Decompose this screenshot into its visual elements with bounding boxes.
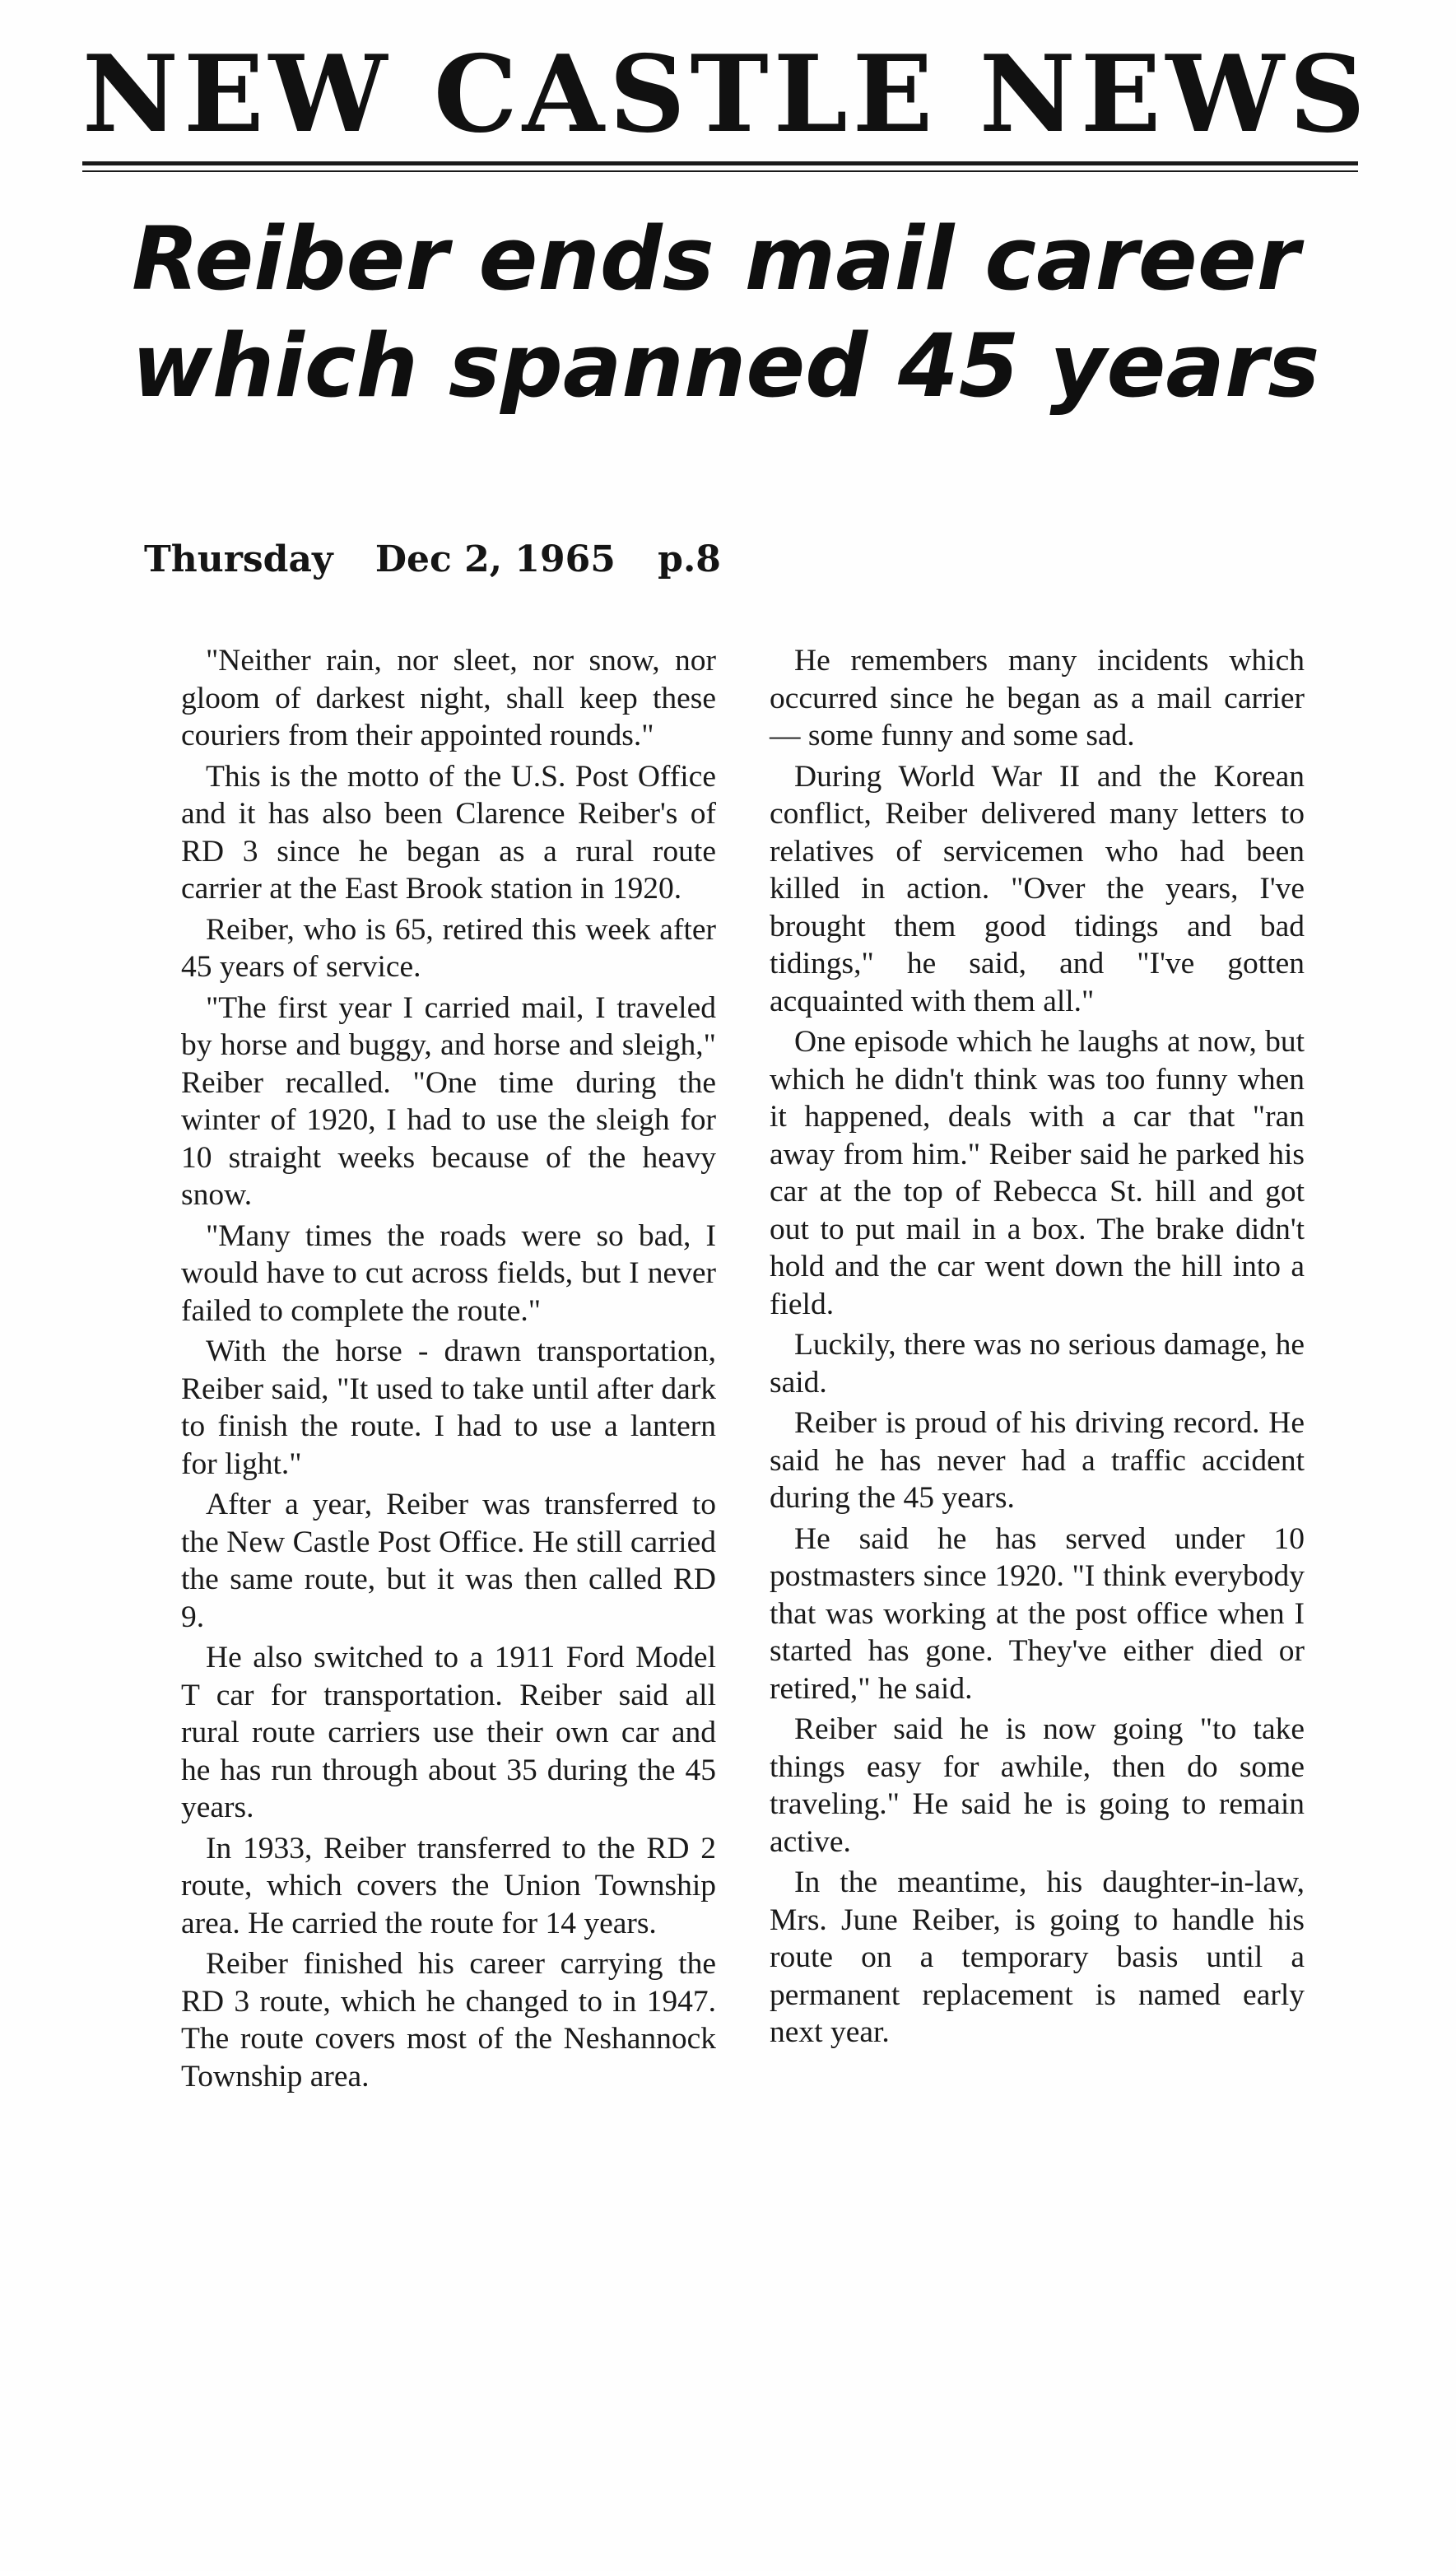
headline-line-1: Reiber ends mail career [132, 208, 1300, 310]
dateline [144, 535, 751, 585]
paragraph: Luckily, there was no serious damage, he said. [770, 1328, 1305, 1400]
dateline-page: p.8 [658, 538, 721, 580]
paragraph: In 1933, Reiber transferred to the RD 2 route, which covers the Union Township area. He carried the route for 14 years. [181, 1831, 716, 1940]
masthead-rule-thick [82, 161, 1358, 165]
masthead-rule-thin [82, 170, 1358, 172]
paragraph: He also switched to a 1911 Ford Model T car for transportation. Reiber said all rural route carriers use their own car and he has run through about 35 during the 45 years. [181, 1641, 716, 1824]
dateline-date: Dec 2, 1965 [374, 538, 616, 580]
paragraph: This is the motto of the U.S. Post Office and it has also been Clarence Reiber's of RD 3 since he began as a rural route carrier at the East Brook station in 1920. [181, 759, 716, 906]
paragraph: Reiber said he is now going "to take things easy for awhile, then do some traveling." He said he is going to remain active. [770, 1712, 1305, 1859]
article-headline [132, 206, 1325, 420]
paragraph: He said he has served under 10 postmasters since 1920. "I think everybody that was working at the post office when I started has gone. They've either died or retired," he said. [770, 1521, 1305, 1706]
paragraph: He remembers many incidents which occurred since he began as a mail carrier — some funny and some sad. [770, 644, 1305, 752]
paragraph: With the horse - drawn transportation, Reiber said, "It used to take until after dark to finish the route. I had to use a lantern for light." [181, 1334, 716, 1481]
paragraph: "The first year I carried mail, I traveled by horse and buggy, and horse and sleigh," Reiber recalled. "One time during the winter of 1920, I had to use the sleigh for 10 straight weeks because of the heavy snow. [181, 990, 716, 1212]
newspaper-masthead: NEW CASTLE NEWS [82, 33, 1370, 156]
paragraph: After a year, Reiber was transferred to the New Castle Post Office. He still carried the same route, but it was then called RD 9. [181, 1488, 716, 1634]
paragraph: Reiber is proud of his driving record. He said he has never had a traffic accident during the 45 years. [770, 1406, 1305, 1515]
paragraph: In the meantime, his daughter-in-law, Mrs. June Reiber, is going to handle his route on a temporary basis until a permanent replacement is named early next year. [770, 1865, 1305, 2049]
dateline-day: Thursday [144, 538, 333, 580]
paragraph: "Many times the roads were so bad, I would have to cut across fields, but I never failed to complete the route." [181, 1218, 716, 1328]
article-column-left [181, 642, 716, 2098]
paragraph: During World War II and the Korean conflict, Reiber delivered many letters to relatives of servicemen who had been killed in action. "Over the years, I've brought them good tidings and bad tidings," he said, and "I've gotten acquainted with them all." [770, 759, 1305, 1018]
article-column-right [770, 642, 1305, 2055]
paragraph: Reiber, who is 65, retired this week after 45 years of service. [181, 912, 716, 984]
headline-line-2: which spanned 45 years [132, 315, 1320, 417]
paragraph: "Neither rain, nor sleet, nor snow, nor gloom of darkest night, shall keep these couriers from their appointed rounds." [181, 644, 716, 752]
paragraph: Reiber finished his career carrying the RD 3 route, which he changed to in 1947. The route covers most of the Neshannock Township area. [181, 1947, 716, 2094]
paragraph: One episode which he laughs at now, but which he didn't think was too funny when it happened, deals with a car that "ran away from him." Reiber said he parked his car at the top of Rebecca St. hill and got out to put mail in a box. The brake didn't hold and the car went down the hill into a field. [770, 1025, 1305, 1321]
